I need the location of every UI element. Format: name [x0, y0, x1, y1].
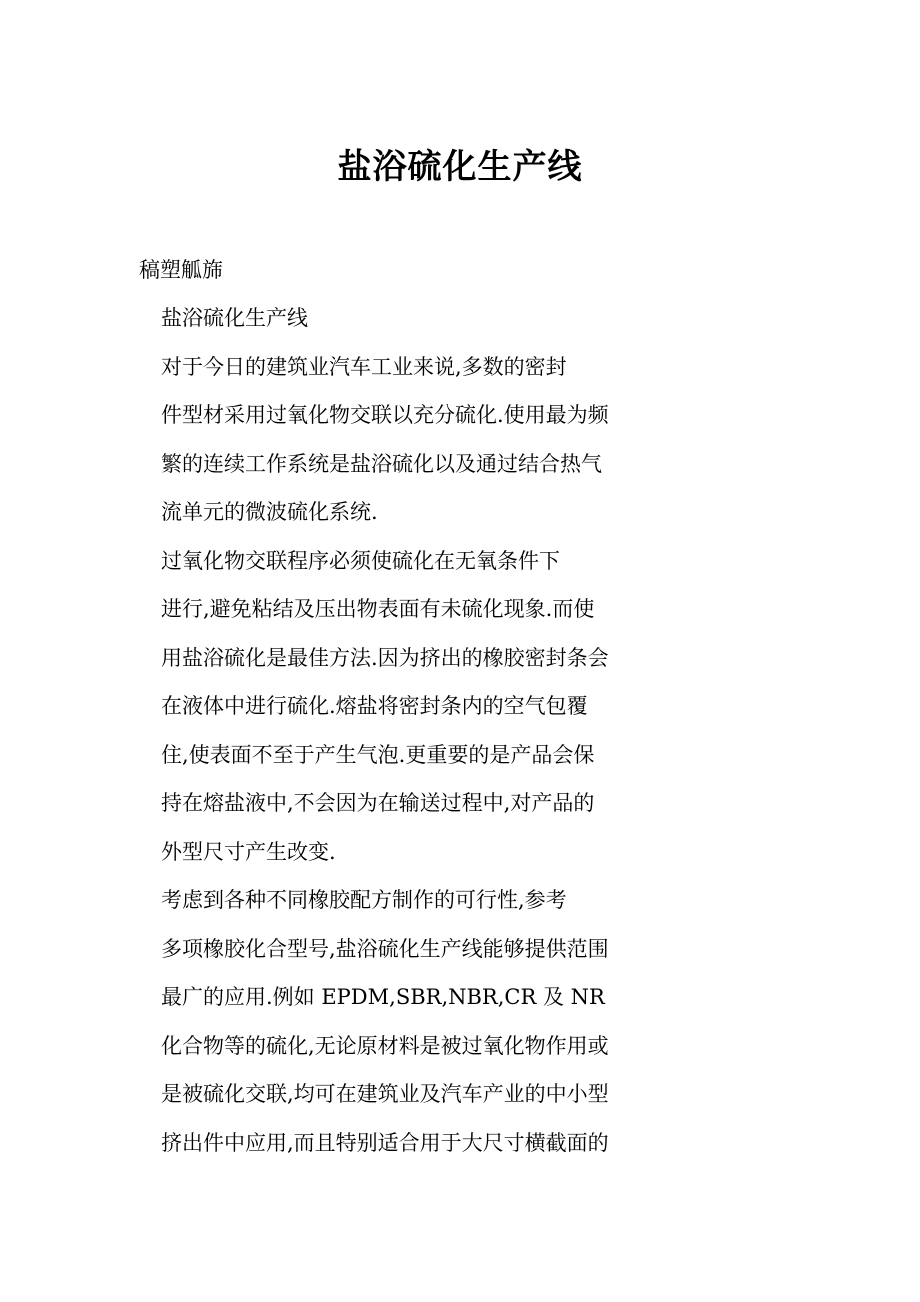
text-line: 挤出件中应用,而且特别适合用于大尺寸横截面的 — [161, 1130, 609, 1155]
page-title: 盐浴硫化生产线 — [337, 147, 583, 187]
text-line: 繁的连续工作系统是盐浴硫化以及通过结合热气 — [161, 451, 602, 476]
text-line: 对于今日的建筑业汽车工业来说,多数的密封 — [161, 354, 567, 379]
text-line: 件型材采用过氧化物交联以充分硫化.使用最为频 — [161, 403, 609, 427]
text-line: 最广的应用.例如 EPDM,SBR,NBR,CR 及 NR — [161, 985, 605, 1009]
text-line: 进行,避免粘结及压出物表面有未硫化现象.而使 — [161, 597, 595, 621]
text-line: 用盐浴硫化是最佳方法.因为挤出的橡胶密封条会 — [161, 645, 609, 670]
text-line: 持在熔盐液中,不会因为在输送过程中,对产品的 — [161, 791, 595, 815]
text-line: 外型尺寸产生改变. — [161, 839, 336, 864]
text-line: 考虑到各种不同橡胶配方制作的可行性,参考 — [161, 888, 567, 912]
text-line: 多项橡胶化合型号,盐浴硫化生产线能够提供范围 — [161, 936, 609, 961]
text-line: 盐浴硫化生产线 — [161, 306, 308, 330]
text-line: 过氧化物交联程序必须使硫化在无氧条件下 — [161, 548, 560, 573]
text-line: 是被硫化交联,均可在建筑业及汽车产业的中小型 — [161, 1082, 609, 1106]
text-line: 化合物等的硫化,无论原材料是被过氧化物作用或 — [161, 1033, 609, 1058]
body-text — [161, 303, 641, 1176]
text-line: 在液体中进行硫化.熔盐将密封条内的空气包覆 — [161, 694, 588, 718]
text-line: 住,使表面不至于产生气泡.更重要的是产品会保 — [161, 742, 595, 767]
text-line: 流单元的微波硫化系统. — [161, 500, 378, 524]
document-subtitle: 稿塑觚旆 — [139, 258, 223, 282]
